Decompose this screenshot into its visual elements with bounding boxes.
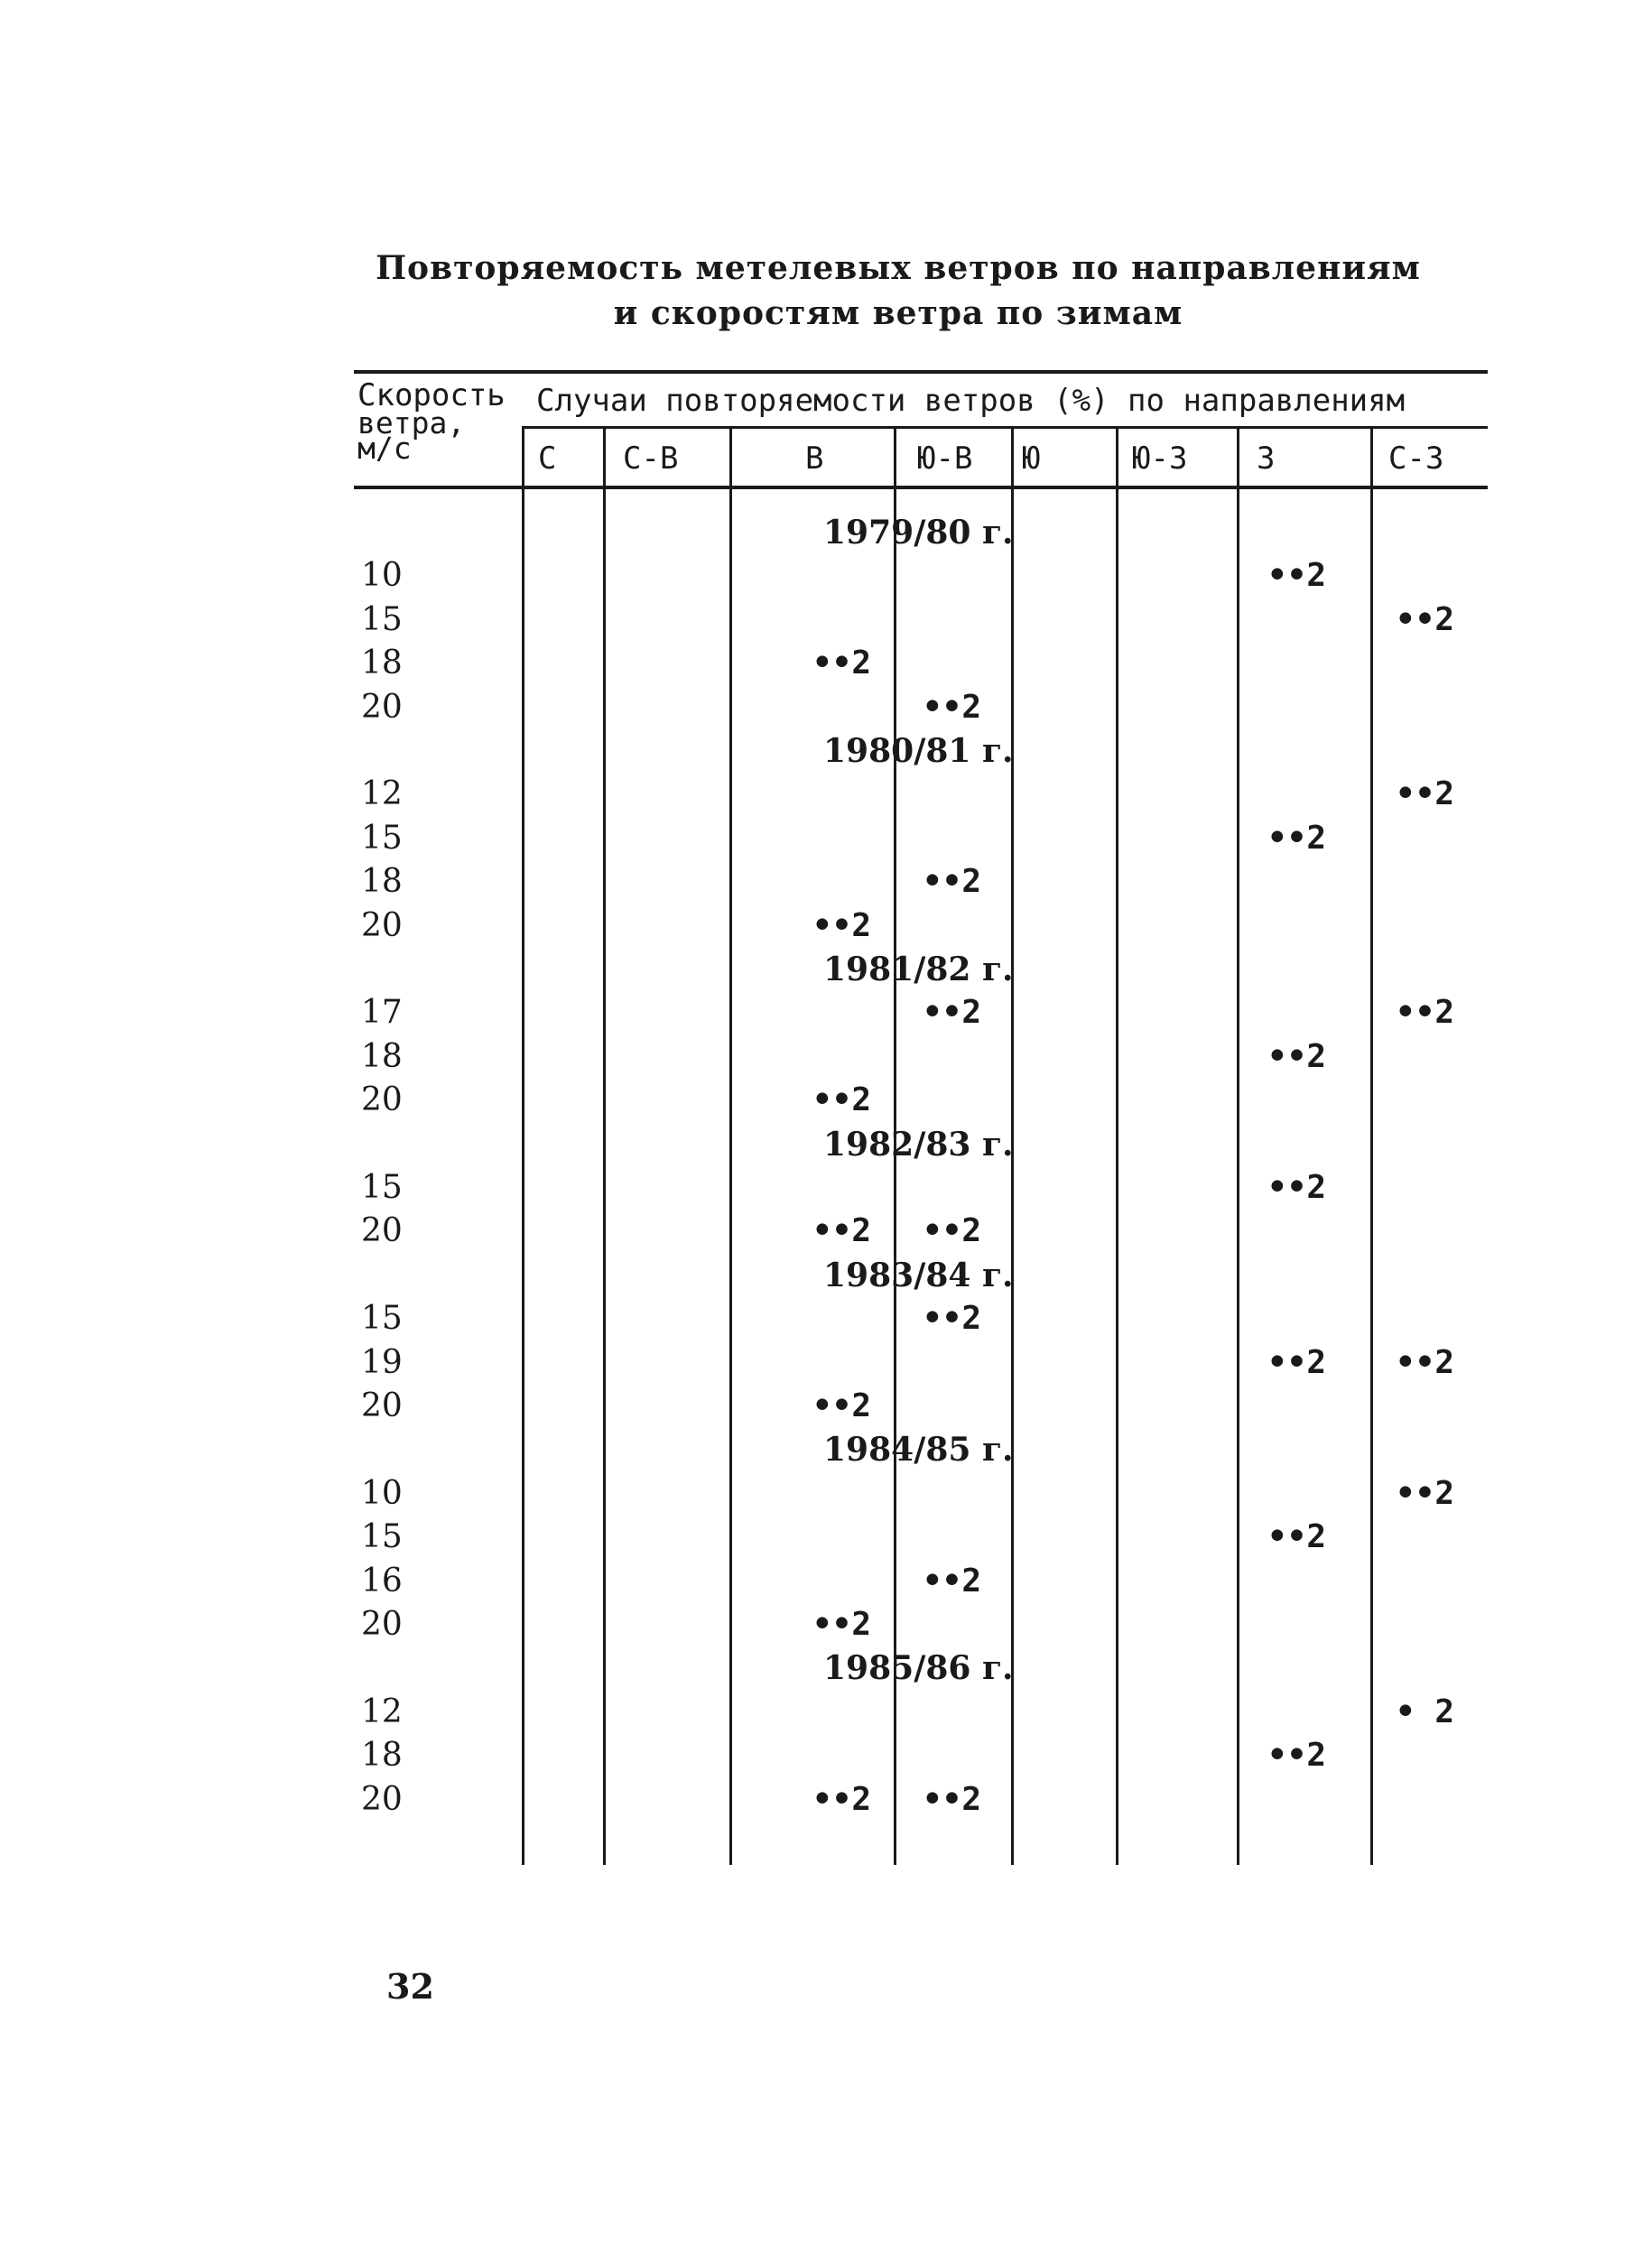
speed-value: 18 <box>361 1737 403 1775</box>
speed-value: 20 <box>361 688 403 726</box>
direction-header-0: С <box>538 441 557 477</box>
speed-header-line-3: м/с <box>357 431 412 466</box>
frequency-cell: ••2 <box>1267 1343 1327 1381</box>
speed-value: 18 <box>361 645 403 682</box>
column-divider-7 <box>1370 428 1373 1865</box>
frequency-cell: ••2 <box>1267 1737 1327 1775</box>
speed-value: 16 <box>361 1562 403 1600</box>
frequency-cell: ••2 <box>1396 994 1455 1032</box>
column-divider-6 <box>1237 428 1239 1865</box>
speed-value: 12 <box>361 1693 403 1730</box>
frequency-cell: ••2 <box>812 1081 872 1119</box>
season-heading: 1982/83 г. <box>823 1125 1014 1164</box>
speed-value: 12 <box>361 775 403 813</box>
frequency-cell: ••2 <box>923 1300 982 1338</box>
frequency-cell: ••2 <box>1396 600 1455 638</box>
season-heading: 1985/86 г. <box>823 1649 1014 1688</box>
column-divider-0 <box>522 428 524 1865</box>
speed-value: 15 <box>361 1169 403 1206</box>
direction-header-4: Ю <box>1022 441 1041 477</box>
direction-header-1: С-В <box>623 441 679 477</box>
direction-header-6: З <box>1257 441 1276 477</box>
page-number: 32 <box>386 1966 434 2007</box>
header-divider-rule <box>522 426 1488 429</box>
title-line-2: и скоростям ветра по зимам <box>613 294 1183 332</box>
speed-value: 20 <box>361 1780 403 1818</box>
frequency-cell: ••2 <box>923 1780 982 1818</box>
speed-value: 20 <box>361 906 403 944</box>
speed-value: 20 <box>361 1212 403 1250</box>
frequency-cell: ••2 <box>923 863 982 901</box>
frequency-cell: ••2 <box>1267 557 1327 595</box>
speed-value: 20 <box>361 1606 403 1643</box>
speed-value: 10 <box>361 557 403 595</box>
frequency-cell: ••2 <box>812 1212 872 1250</box>
frequency-cell: ••2 <box>1267 1518 1327 1556</box>
speed-value: 17 <box>361 994 403 1032</box>
speed-value: 19 <box>361 1343 403 1381</box>
frequency-cell: ••2 <box>923 1212 982 1250</box>
season-heading: 1983/84 г. <box>823 1256 1014 1294</box>
frequency-cell: ••2 <box>812 906 872 944</box>
table-top-rule <box>354 370 1488 374</box>
speed-value: 15 <box>361 1518 403 1556</box>
frequency-cell: ••2 <box>1267 819 1327 857</box>
frequency-cell: ••2 <box>923 1562 982 1600</box>
frequency-cell: ••2 <box>812 1387 872 1424</box>
column-divider-1 <box>603 428 606 1865</box>
frequency-cell: ••2 <box>1267 1037 1327 1075</box>
season-heading: 1981/82 г. <box>823 951 1014 988</box>
speed-header-line-1: Скорость <box>357 377 506 413</box>
direction-header-7: С-З <box>1388 441 1444 477</box>
frequency-cell: ••2 <box>1396 1343 1455 1381</box>
speed-column-header <box>357 377 506 466</box>
speed-value: 10 <box>361 1474 403 1512</box>
direction-header-2: В <box>805 441 824 477</box>
speed-value: 20 <box>361 1081 403 1119</box>
title-line-1: Повторяемость метелевых ветров по направлениям <box>376 249 1421 287</box>
speed-value: 15 <box>361 600 403 638</box>
frequency-cell: ••2 <box>923 688 982 726</box>
direction-group-header: Случаи повторяемости ветров (%) по направлениям <box>536 383 1406 419</box>
speed-value: 18 <box>361 1037 403 1075</box>
frequency-cell: • 2 <box>1396 1693 1455 1730</box>
direction-header-3: Ю-В <box>917 441 973 477</box>
speed-value: 15 <box>361 1300 403 1338</box>
direction-header-5: Ю-З <box>1132 441 1188 477</box>
season-heading: 1980/81 г. <box>823 732 1014 770</box>
column-divider-2 <box>729 428 732 1865</box>
frequency-cell: ••2 <box>1396 775 1455 813</box>
frequency-cell: ••2 <box>1267 1169 1327 1206</box>
season-heading: 1984/85 г. <box>823 1431 1014 1470</box>
frequency-cell: ••2 <box>812 1606 872 1643</box>
frequency-cell: ••2 <box>812 1780 872 1818</box>
speed-value: 20 <box>361 1387 403 1424</box>
speed-value: 15 <box>361 819 403 857</box>
season-heading: 1979/80 г. <box>823 514 1014 552</box>
frequency-cell: ••2 <box>923 994 982 1032</box>
speed-header-line-2: ветра, <box>357 405 466 441</box>
frequency-cell: ••2 <box>812 645 872 682</box>
speed-value: 18 <box>361 863 403 901</box>
column-divider-5 <box>1116 428 1118 1865</box>
frequency-cell: ••2 <box>1396 1474 1455 1512</box>
